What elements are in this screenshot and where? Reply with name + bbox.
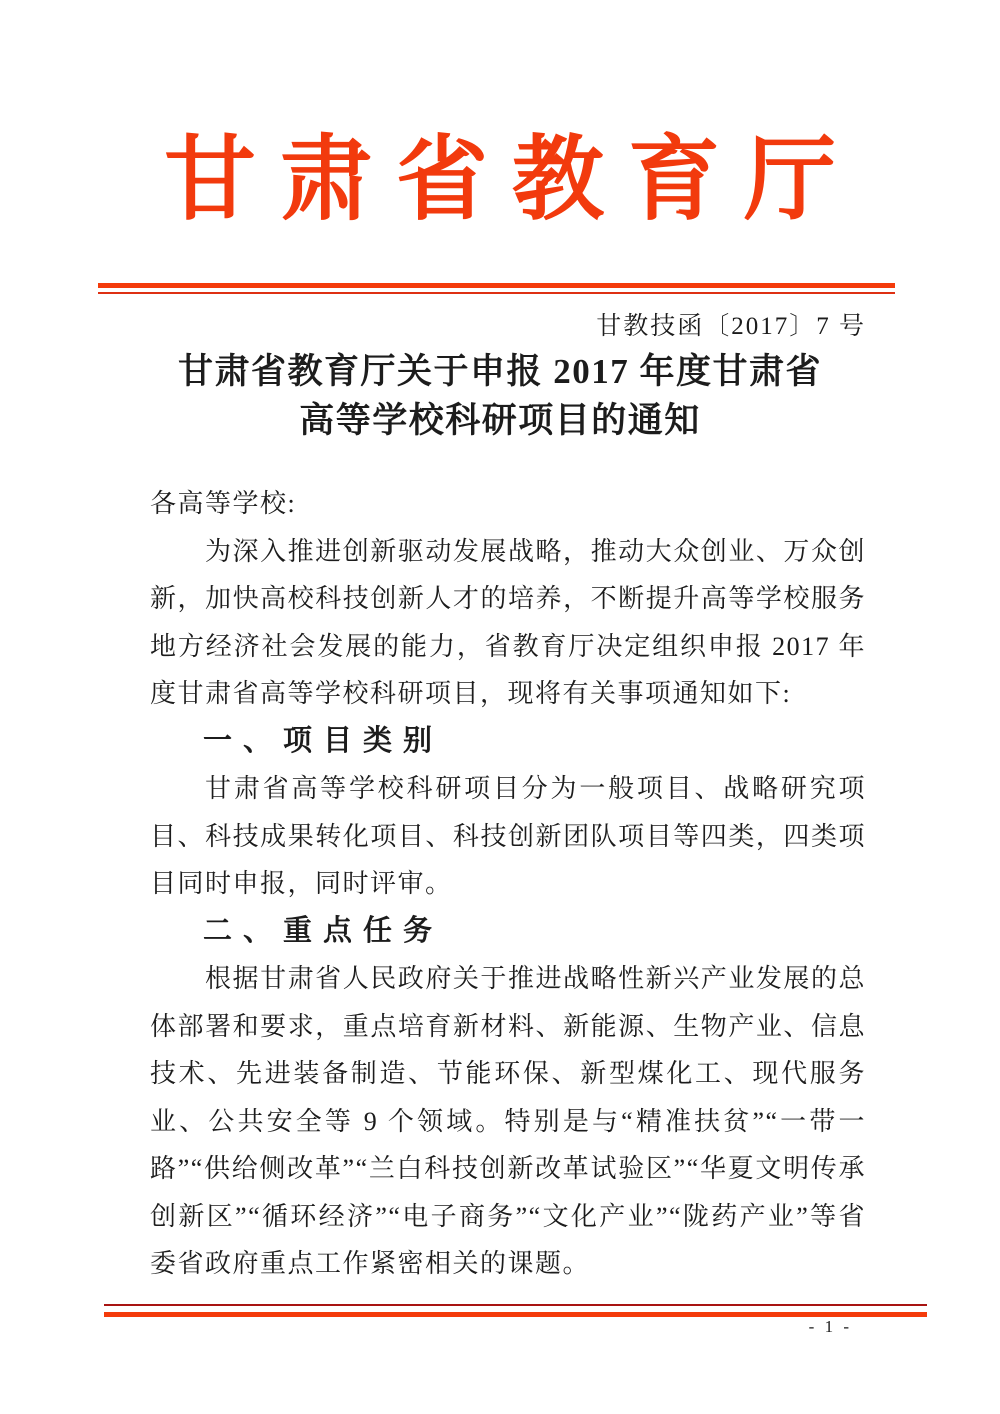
section-2-heading: 二、重点任务 — [203, 914, 444, 947]
section-1-heading: 一、项目类别 — [203, 724, 444, 757]
document-title-line2: 高等学校科研项目的通知 — [299, 401, 701, 440]
page-number: - 1 - — [808, 1317, 852, 1336]
section-2-paragraph: 根据甘肃省人民政府关于推进战略性新兴产业发展的总体部署和要求，重点培育新材料、新能源、生物产业、信息技术、先进装备制造、节能环保、新型煤化工、现代服务业、公共安全等 9 个领域。特别是与“精准扶贫”“一带一路”“供给侧改革”“兰白科技创新改革试验区”“华夏文明传承创新区”“循环经济”“电子商务”“文化产业”“陇药产业”等省委省政府重点工作紧密相关的课题。 — [150, 964, 866, 1278]
document-title-line1: 甘肃省教育厅关于申报 2017 年度甘肃省 — [177, 352, 822, 391]
doc-number: 甘教技函〔2017〕7 号 — [596, 313, 866, 340]
footer-rule-thin — [104, 1304, 927, 1306]
footer-rule-thick — [104, 1312, 927, 1317]
document-body — [150, 480, 866, 1288]
header-rule-thick — [98, 283, 895, 288]
intro-paragraph: 为深入推进创新驱动发展战略，推动大众创业、万众创新，加快高校科技创新人才的培养，不断提升高等学校服务地方经济社会发展的能力，省教育厅决定组织申报 2017 年度甘肃省高等学校科研项目，现将有关事项通知如下: — [150, 536, 866, 708]
header-rule-thin — [98, 292, 895, 294]
document-title — [0, 347, 1000, 445]
agency-masthead: 甘肃省教育厅 — [163, 129, 860, 231]
salutation: 各高等学校: — [150, 489, 297, 518]
section-1-paragraph: 甘肃省高等学校科研项目分为一般项目、战略研究项目、科技成果转化项目、科技创新团队项目等四类，四类项目同时申报，同时评审。 — [150, 774, 866, 898]
